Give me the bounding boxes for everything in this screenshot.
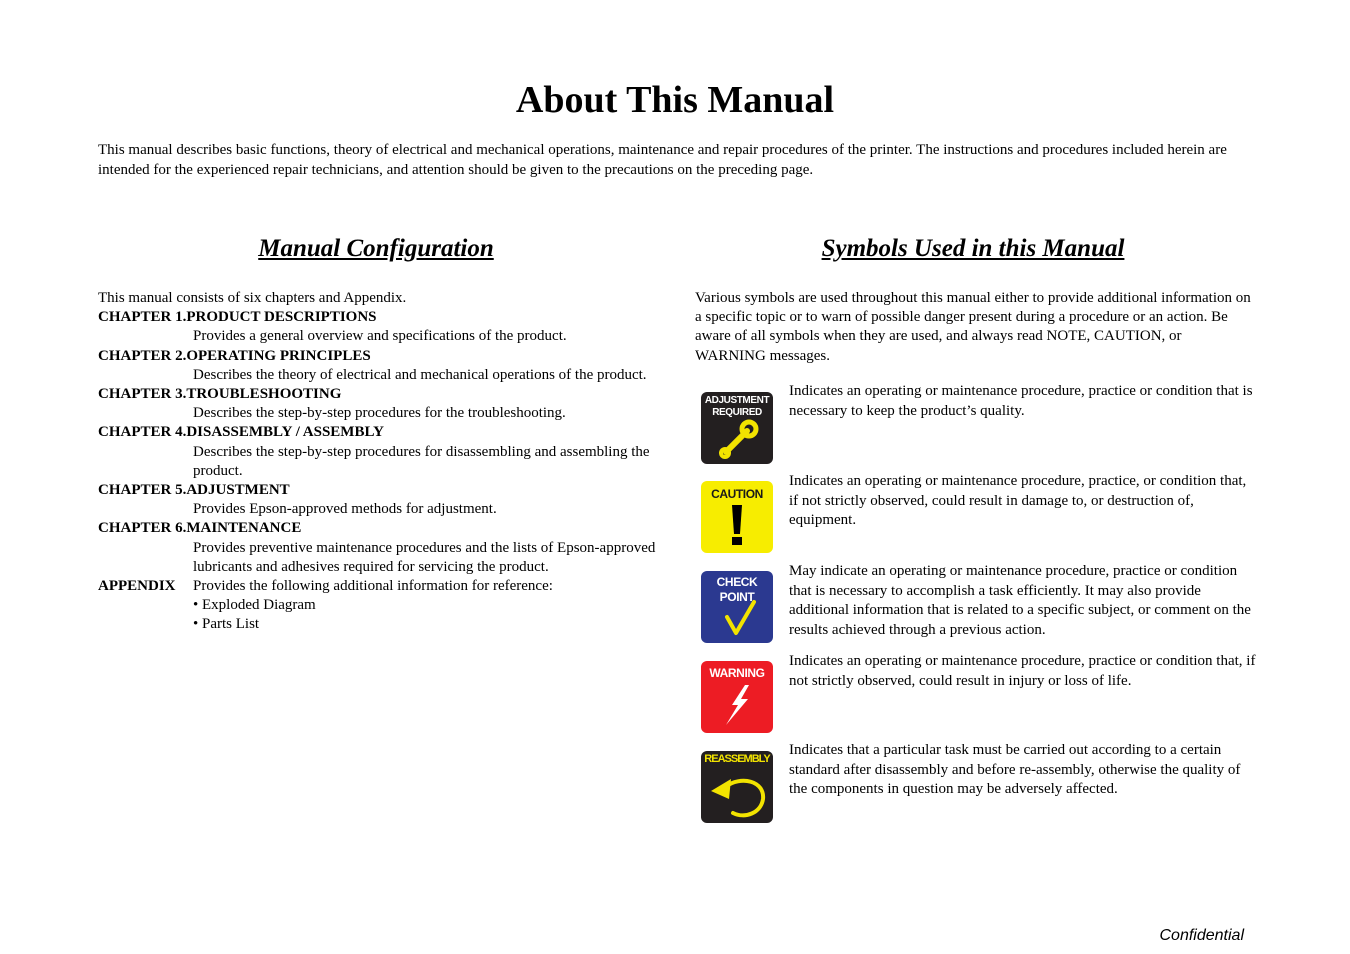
chapter-description: Describes the step-by-step procedures for the troubleshooting. [193,405,566,422]
chapter-description: Describes the step-by-step procedures for disassembling and assembling the product. [193,443,650,479]
chapter-title: CHAPTER 2.OPERATING PRINCIPLES [98,347,371,364]
configuration-lead: This manual consists of six chapters and Appendix. [98,290,407,306]
chapter-title: CHAPTER 5.ADJUSTMENT [98,482,290,499]
confidential-footer: Confidential [1159,927,1244,944]
warning-symbol [701,661,773,733]
chapter-description: Provides Epson-approved methods for adjustment. [193,501,497,518]
appendix-item: • Exploded Diagram [193,597,316,614]
chapter-description: Provides a general overview and specifications of the product. [193,328,567,345]
manual-configuration-heading: Manual Configuration [258,235,494,262]
reassembly-symbol [701,751,773,823]
intro-paragraph: This manual describes basic functions, theory of electrical and mechanical operations, maintenance and repair procedures of the printer. The instructions and procedures included herein are intended for the experienced repair technicians, and attention should be given to the precautions on the preceding page. [98,142,1227,178]
chapter-title: CHAPTER 3.TROUBLESHOOTING [98,386,342,403]
symbols-lead: Various symbols are used throughout this manual either to provide additional information on a specific topic or to warn of possible danger present during a procedure or an action. Be aware of all symbols when they are used, and always read NOTE, CAUTION, or WARNING messages. [695,290,1251,364]
symbol-label-line: ADJUSTMENT [704,395,770,406]
adjustment-required-symbol [701,392,773,464]
lightning-icon [701,661,773,733]
check-icon [701,571,773,643]
manual-configuration-section [98,289,658,635]
caution-description: Indicates an operating or maintenance procedure, practice, or condition that, if not strictly observed, could result in damage to, or destruction of, equipment. [789,473,1247,528]
appendix-label: APPENDIX [98,578,176,595]
chapter-title: CHAPTER 6.MAINTENANCE [98,520,302,537]
symbol-label-line: REQUIRED [712,407,762,418]
symbol-label-line: WARNING [709,666,765,680]
warning-description: Indicates an operating or maintenance procedure, practice or condition that, if not strictly observed, could result in injury or loss of life. [789,653,1256,689]
chapter-title: CHAPTER 4.DISASSEMBLY / ASSEMBLY [98,424,384,441]
check-point-symbol [701,571,773,643]
appendix-row [98,577,658,596]
caution-symbol [701,481,773,553]
symbol-label-line: CHECK [716,575,758,589]
appendix-description: Provides the following additional information for reference: [193,578,553,595]
symbol-label-line: REASSEMBLY [704,753,770,765]
symbols-section [695,289,1251,366]
page-title: About This Manual [515,79,835,121]
adjustment-required-description: Indicates an operating or maintenance procedure, practice or condition that is necessary to keep the product’s quality. [789,383,1253,419]
chapter-description: Provides preventive maintenance procedures and the lists of Epson-approved lubricants and adhesives required for servicing the product. [193,539,656,575]
reassembly-description: Indicates that a particular task must be carried out according to a certain standard after disassembly and before re-assembly, otherwise the quality of the components in question may be adversely affected. [789,742,1241,797]
chapter-description: Describes the theory of electrical and mechanical operations of the product. [193,366,647,383]
chapter-title: CHAPTER 1.PRODUCT DESCRIPTIONS [98,309,377,326]
return-arrow-icon [701,751,773,823]
wrench-icon [701,392,773,464]
symbol-label-line: POINT [719,590,755,604]
appendix-item: • Parts List [193,616,260,633]
check-point-description: May indicate an operating or maintenance procedure, practice or condition that is necessary to accomplish a task efficiently. It may also provide additional information that is related to a specific subject, or comment on the results achieved through a previous action. [789,563,1251,638]
exclamation-icon [701,481,773,553]
symbols-heading: Symbols Used in this Manual [821,235,1125,262]
symbol-label-line: CAUTION [711,487,763,501]
